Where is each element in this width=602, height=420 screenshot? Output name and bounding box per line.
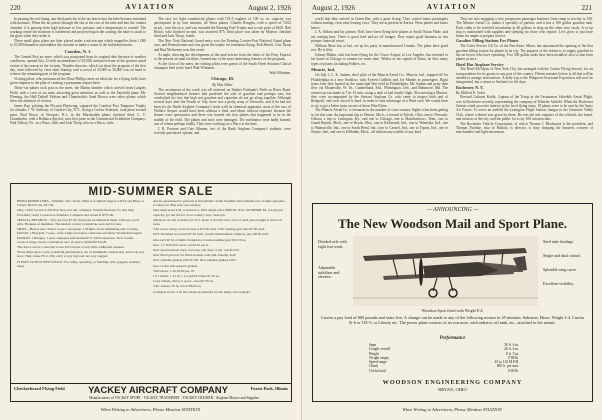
- issue-date: August 2, 1926: [248, 4, 291, 12]
- ad-item: and are guaranteed to perform at full altitude. Some beautiful and valuable sets of ships and parts to clean out. Buy now, save money.: [153, 199, 285, 208]
- paragraph: The Rochester Vehicle Corporation, of which Thomas J. Blackmore is the president, and Thomas Tyndale, also of Buffalo, is director, is busy shipping the business concern of merchandise and light movement.: [456, 121, 593, 135]
- ad-item: T.M. wheels, 26 by 4 new $8.50 ea.: [153, 284, 202, 289]
- field-name: Checkerboard Flying Field: [14, 386, 65, 391]
- paragraph: J. R. Pevener and Cate Othmen, two of the Barth Airplane Company's students, were recently purchased a plane, and: [154, 126, 291, 136]
- company-name: YACKEY AIRCRAFT COMPANY: [88, 385, 228, 396]
- ad-item: T.M. lower wings covered class A $15.00 each. T.M. landing gear tires $7.50 each.: [153, 227, 266, 232]
- paragraph: The Hotel McAlpin, of New York City, has arranged with the Curtiss Flying Service, for air transportation for its guests to any part of the country. Fifteen minutes before is all that will be needed to arrange reservations. A daily trip to the Walgreen-Ocasional Exposition will now be inaugurated, but a return to Sachem's to the days.: [456, 67, 593, 85]
- ad-item: Only 1 Hell Scout LS 220 H.P. New, not run, complete. Wonderful motor for any ship. Excellent; ready to install as Standard. Complete and crated at $375.00.: [17, 208, 135, 217]
- performance-row: [369, 369, 519, 373]
- ad-item: HISSO PROPELLERS—Wartime. New Stock. Plain or toothpick tipped; will fit any Hisso or Liberty Hell Scout, $27.50.: [17, 199, 145, 208]
- feature-label: Divided axle with eight foot tread.: [318, 239, 347, 249]
- perf-label: Speed range: [369, 360, 387, 365]
- paragraph: The race for light commercial planes with OX-5 engines of 100 cu. in. capacity was participated in by four entrants, all Waco planes. Charles Roughn, with a speed of 74.02 m.p.h., won the race, and was awarded the Burning Fuel Trophy and a cash prize of $100. Bob Brook, who finished second, was awarded $75; third place was taken by Mayton, finished third and Jack Thorp, fourth.: [154, 17, 291, 39]
- feature-label: Excellent visibility.: [543, 281, 575, 286]
- performance-title: Performance: [439, 336, 466, 341]
- paragraph: On July 1, L. K. Sadam, chief pilot of the Muncie Aerial Co., Muncie, Ind., hopped off for Philadelphia in a new Swallow, with Everett Godbritt and Joe Marker as passengers. Right hours later they landed on the municipal War field in Philadelphia. Mr. Sadam and party then flew via Mountville, W. Va., Cumberland, Md., Wilmington, Del., and Baltimore, Md. The return trip was made in 7 hr. 45 min., using a tank of fuel totally flight. Also missing a Muncie, they were accompanied by the Stewart Airplane Co. who came to inspect both and of Bringsell, and were forced to land; in order to take advantage of a Weal cord. We would have to try to get a better form on one of those Pike Eilers.: [311, 73, 448, 108]
- feature-label: Splendid wing curve.: [543, 267, 578, 272]
- ad-item: Complete stock of all new made up material for the Jenny and Canucks.: [153, 289, 251, 294]
- ad-item: One each 26 by 4 Jumbo Standard or Curtiss landing gear $10.50 ea.: [153, 237, 247, 242]
- signature: Walt Whitman.: [269, 70, 291, 75]
- ad-item: New 1.7 TOS Fall stock coil $2.25 per ft.: [153, 242, 210, 247]
- paragraph: In passing the red fixing, any final particles in the air drawn into the tube become entrained with moisture. When the air passes through the slot at the rear of the tube and into the camera chamber it is passing from high pressure to low pressure and a temperature is created. The working centre the moisture is condensed and projected upon the coating; the latter is stuck to the glass when they strike it.: [10, 17, 146, 39]
- paragraph: Johnny Blalen, who has been flying for the Tower Airport of Los Angeles, has returned to his home in Chicago to remain for some time. Whiles in the capital of Brasa, he flew many types of planes, including Folkers, etc.: [311, 53, 448, 66]
- ad-item: Those ships have a very wonderful performance, are of aluminum construction, and look very slow. They cruise 85 to 100, carry a very big load, are very rugged.: [17, 250, 145, 259]
- paragraph: The Central-Post air meet, which was postponed from its original date because of weather conditions, opened July 24 with an attendance of 10,000, and proved one of the greatest aerial events of the season in the vicinity. Thunder showers, which cut short the program of the first day, were followed by clear skies Sunday, and a crowd of 25,000 to 30,000 was on hand to witness the remaining part of the program.: [10, 55, 146, 77]
- ad-item: One small scout T.M. converted to OX5 single place $650.00. Over 100 MF&B. $4, 4-4 gal gas capacity, got the job for cross country, very clean job.: [153, 208, 283, 217]
- page-footer: When Writing to Advertisers, Please Mention AVIATION: [402, 407, 502, 412]
- paragraph: world that they arrived in Green Bay with a great flying. They carried many passengers without mishap, even after leaving a tire. They are at present in Aurora. Weso planes and hours hence.: [311, 17, 448, 30]
- section-heading: Chicago, Ill.: [211, 76, 234, 82]
- ad-item: New fitted gas tear. No fitted hookup with pull-friendly. $.40: [153, 253, 236, 258]
- paragraph: The Cities Service Oil Co. of the Pan-Amer. Mines, has announced the opening of the first gasoline filling station for planes in its city. The purpose of the station is to supply gasoline to the air foyers who have operating. Two 500 gallon tanks have been installed, also so that from planes at once.: [456, 44, 593, 62]
- biplane-photo: [353, 236, 538, 306]
- article-column-2: [154, 17, 291, 136]
- ad-item: Jossy wheels, 26 by 4, good—used $7.50 ea.: [153, 279, 214, 284]
- ad-column-left: [17, 199, 145, 269]
- performance-table: [369, 343, 519, 373]
- ad-item: Now rocker arm support gaskets.: [153, 263, 198, 268]
- perf-value: 26 ft. 4 in.: [504, 347, 519, 352]
- page-header: [10, 3, 291, 14]
- perf-label: Weight empty: [369, 355, 390, 360]
- paragraph: The excitement of the week was all centered on Stinker Fairbank's Field on River Road. Several neighborhood farmers had protested the sale of gasoline and perhaps oats, but overlooked the fact that high test gasoline and cigarettes do not go along together. Although several days after the Fourth of July, there was a pretty array of fireworks, and if he had not been for the Ninth Airplane Company's truck with its chemical apparatus, most of the cars of Wallace Airport would have been without a shed, and about without exposure because the flames were spectacular and there was burned out four planes that happened to be in the middle of the field. The planes and each were damaged. The mechanics were badly burned, one of whom perhaps fatally. They were working on a Waco at the time.: [154, 87, 291, 126]
- feature-label: Steel tube fuselage.: [543, 239, 575, 244]
- company-city: BRYAN, OHIO: [438, 387, 467, 392]
- ad-item: IT PAYS TO BUY NEW STOCK. For safety operating, or building. Also goggles, helmets, maps.: [17, 259, 141, 268]
- yackey-sale-ad: [10, 183, 292, 402]
- perf-label: Climb: [369, 364, 378, 369]
- company-name: WOODSON ENGINEERING COMPANY: [382, 379, 523, 386]
- ad-item: D.H. Stratified wood seat $7.50 each. Curtiss thermometer radiators, new $8.50 each.: [153, 232, 270, 237]
- ad-item: The above can be converted to use $125 motor at very little additional expense.: [17, 245, 125, 250]
- ad-item: Toil/valves. 1-10 $2.00 per 10.: [153, 268, 195, 273]
- paragraph: Howard Cathcart Koble, Captain of the Troop in the Vacationers Schedule Aerial Flight, was in Rochester recently, representing the company of Wheeler Airfield. When the Rochester Station voted an active interest in the local flying army, 18 planes were to be sent by the Army Air Forces. To serve an airfield the Lexington Flight Station, hangar to the Genessee Valley Club, where a dinner was given by them. He was the sole enquirer of the officials, the board, and aviators of the city, and the public for a city 100 aviation sake.: [456, 95, 593, 121]
- ad-item: SHIPS—Here is new chance to get a real plane. 1 Brightt, totals refinishing and covering $225.00. 1 Bewgadt, 7 pass., wide wings recovered, otherwise excellent. Wonderful bargain $2500.00. 1 Brenget, 7 pass. equipped with Roland F12 150 horsepower. New Curtiss covered wings, motor overhauled, new air space. $2500.00 F.O.B.: [17, 227, 142, 244]
- page-number: 220: [10, 4, 21, 12]
- article-column-2: [456, 17, 593, 135]
- paragraph: Visiting pilots, who pronounced the Moss-Phillips meet an ideal site for a flying field, have given impetus to the plan of creating a permanent airport there.: [10, 77, 146, 86]
- perf-label: Useful load: [369, 368, 386, 373]
- paragraph: The Muncie Aerial Co. is fortunate in the number of cross-country flights it has been getting so far this year. An important trip to Detroit, Mich., a second to Toledo, Ohio, one to Newsuth, Gibson, a trip to Lexington, Ky., and one to Chicago, one to Mantlearbows, Tenn., one to Grand Rapids, Mich., one to Bryan, Ohio, one to Richmond, Ind., one to Winnetka, Ind., one to Walnutville, Ind., one to South Bend, Ind., four to Carmel, Ind., one to Tipton, Ind., one to Wayne, Ind., and one to Hillsdale, Mich., all without any trouble of any kind.: [311, 108, 448, 134]
- perf-value: 38 ft. 6 in.: [504, 343, 519, 347]
- ad-title: MID-SUMMER SALE: [88, 186, 214, 198]
- section-heading: Camden, N. J.: [64, 48, 92, 54]
- woodson-plane-ad: [312, 203, 593, 402]
- right-page: [301, 0, 602, 420]
- ad-item: 1.51 which, 1-15 by 1 1/2 gold 8-wheel $7.50 ea.: [153, 274, 220, 279]
- perf-value: 45 to 110 M.P.H.: [494, 360, 519, 365]
- section-heading: Rochester, N. Y.: [456, 84, 484, 90]
- paragraph: At the close of the meet, the visiting pilots were guests of the South Street Aviation Club at a banquet held in the hotel Walt Whitman.: [154, 61, 291, 71]
- paragraph: The New York National Guard entry won the Evening Courier-Post National Guard plane race, and Pennsylvania unit was given the trophy for formation flying. Bob Hewitt, Guy Thorp and Bud McSeeney won this event.: [154, 39, 291, 52]
- ad-description: Carries a pay load of 800 pounds and seats five. A change can be made to any of the following motors in 45 minutes: Salmson, Hisso, Wright J-4, Curtiss K-6 or OX-5, or Liberty etc. The power plant consists of an eon nose, with radiator, oil tank, etc., attached to the mount.: [320, 315, 585, 326]
- feature-label: Single and dual control.: [543, 253, 582, 258]
- company-products: Manufacturers of YACKEY SPORT - YACKEY TRANSPORT - YACKEY CRUSIER - Airplane Motors and Supplies: [88, 396, 260, 400]
- perf-value: 8 ft. 5 in.: [505, 351, 519, 356]
- advertiser-bar: [11, 383, 291, 401]
- ad-item: New cylinder gaskets OX5 $1.00. New exhaust gaskets OX5.: [153, 258, 237, 263]
- perf-label: Span: [369, 343, 377, 347]
- page-number: 221: [581, 4, 592, 12]
- photo-caption: Woodson Sport fitted with Wright E-4.: [421, 308, 484, 313]
- paragraph: These small glass plates are later placed under a microscope which magnifies them 1,000 to 10,000 diameters and enables the scientist to make a count of the individual motes.: [10, 39, 146, 48]
- announcing-label: — ANNOUNCING —: [426, 207, 479, 213]
- perf-label: Length overall: [369, 347, 391, 352]
- byline: By Max Silber: [212, 82, 233, 87]
- company-city: Forest Park, Illinois: [250, 386, 288, 391]
- paragraph: They are also engaging a very prosperous passenger business from camp to ten day to 160. The Muncie Aerial Co. makes a specialty of parlour, and it has a 100 gallon gasoline tank. Each cabin to be certified inoculation in 40 gallons to drop on the other very easily. A co-op stop is maintained with supplies and sleeping for those who require. Let's grow to just have home for ample to prepare service.: [456, 17, 593, 39]
- article-column-1: [10, 17, 146, 126]
- ad-item: SPECIAL HELMETS—Very good at $7.50. Everyone recommends them, with very good pilot. Bonuses of members. The hardest correct to duplicate and sold for less.: [17, 217, 140, 227]
- issue-date: August 2, 1926: [312, 4, 355, 12]
- page-footer: When Writing to Advertisers, Please Mention AVIATION: [100, 407, 201, 412]
- journal-name: AVIATION: [426, 3, 478, 11]
- paragraph: J. A. Abbott and his partner, Noll, have been flying their planes at South Nolan Flade, and are coming here. There is good feed and no off hunger. They report good business in this prosper financial resort.: [311, 30, 448, 44]
- ad-title: The New Woodson Mail and Sport Plane.: [337, 216, 568, 231]
- perf-value: 1700 lb.: [507, 355, 519, 360]
- byline: By Mildred E. Swim: [456, 90, 485, 95]
- ad-item: New special nitrate dope, not soap, cell dope, 5 gal. can $10.50.: [153, 248, 240, 253]
- ad-column-right: [153, 199, 286, 295]
- ad-item: Albatross cut tail switches for W.V. plane to $15.00 each. Lots of used parts bought at such low rates.: [153, 217, 283, 227]
- article-column-1: [311, 17, 448, 135]
- perf-value: 1100 lb.: [507, 368, 519, 373]
- perf-label: Height: [369, 351, 379, 356]
- feature-label: Adjustable stabilizer and elevator.: [318, 265, 340, 280]
- section-heading: Hotel Has Airplane Service: [456, 61, 504, 67]
- perf-value: 800 ft. per min.: [496, 364, 519, 369]
- paragraph: Thirty-six planes took part in the meet, the Martin bomber which arrived from Langley Field, with a crew of six men, attracting great attention, as well as the Fairchild plane. Mr. Fleming, the Hall Dalzell Pelican and Chamberlin's Sand Brown were other planes which drew the attention of visitors.: [10, 86, 146, 104]
- paragraph: William Moer has at last, set up his party in manufactured Canada. The plans have good test. He is fifty.: [311, 43, 448, 53]
- page-header: [312, 3, 592, 14]
- section-heading: Muncie, Ind.: [311, 67, 336, 73]
- paragraph: James Ray, piloting the Pitcairn Fleetwing, captured the Comfort-Post Tempuser Trophy for altitude; J. W. Anthony, of Garden City, N.Y., flying a Curtiss Seahawk, took place second prize. Paul Bowe, of Newport, N.J., in the Martinsdale plane, finished third; C. C. Chamberlin, with a Bellanca Special, won first prize in the Commercial Exhibition Company; Paul Vallory, Pa., in a Waco, fifth; and Jack Thorp, also in a Waco, sixth.: [10, 104, 146, 126]
- paragraph: At night, showing the development of the mail service from the times of the Pony Express to the present air mail facilities, formed one of the most interesting features of the program.: [154, 52, 291, 61]
- section-heading: Gasoline Filling Stations For Planes: [456, 38, 519, 44]
- journal-name: AVIATION: [125, 3, 176, 11]
